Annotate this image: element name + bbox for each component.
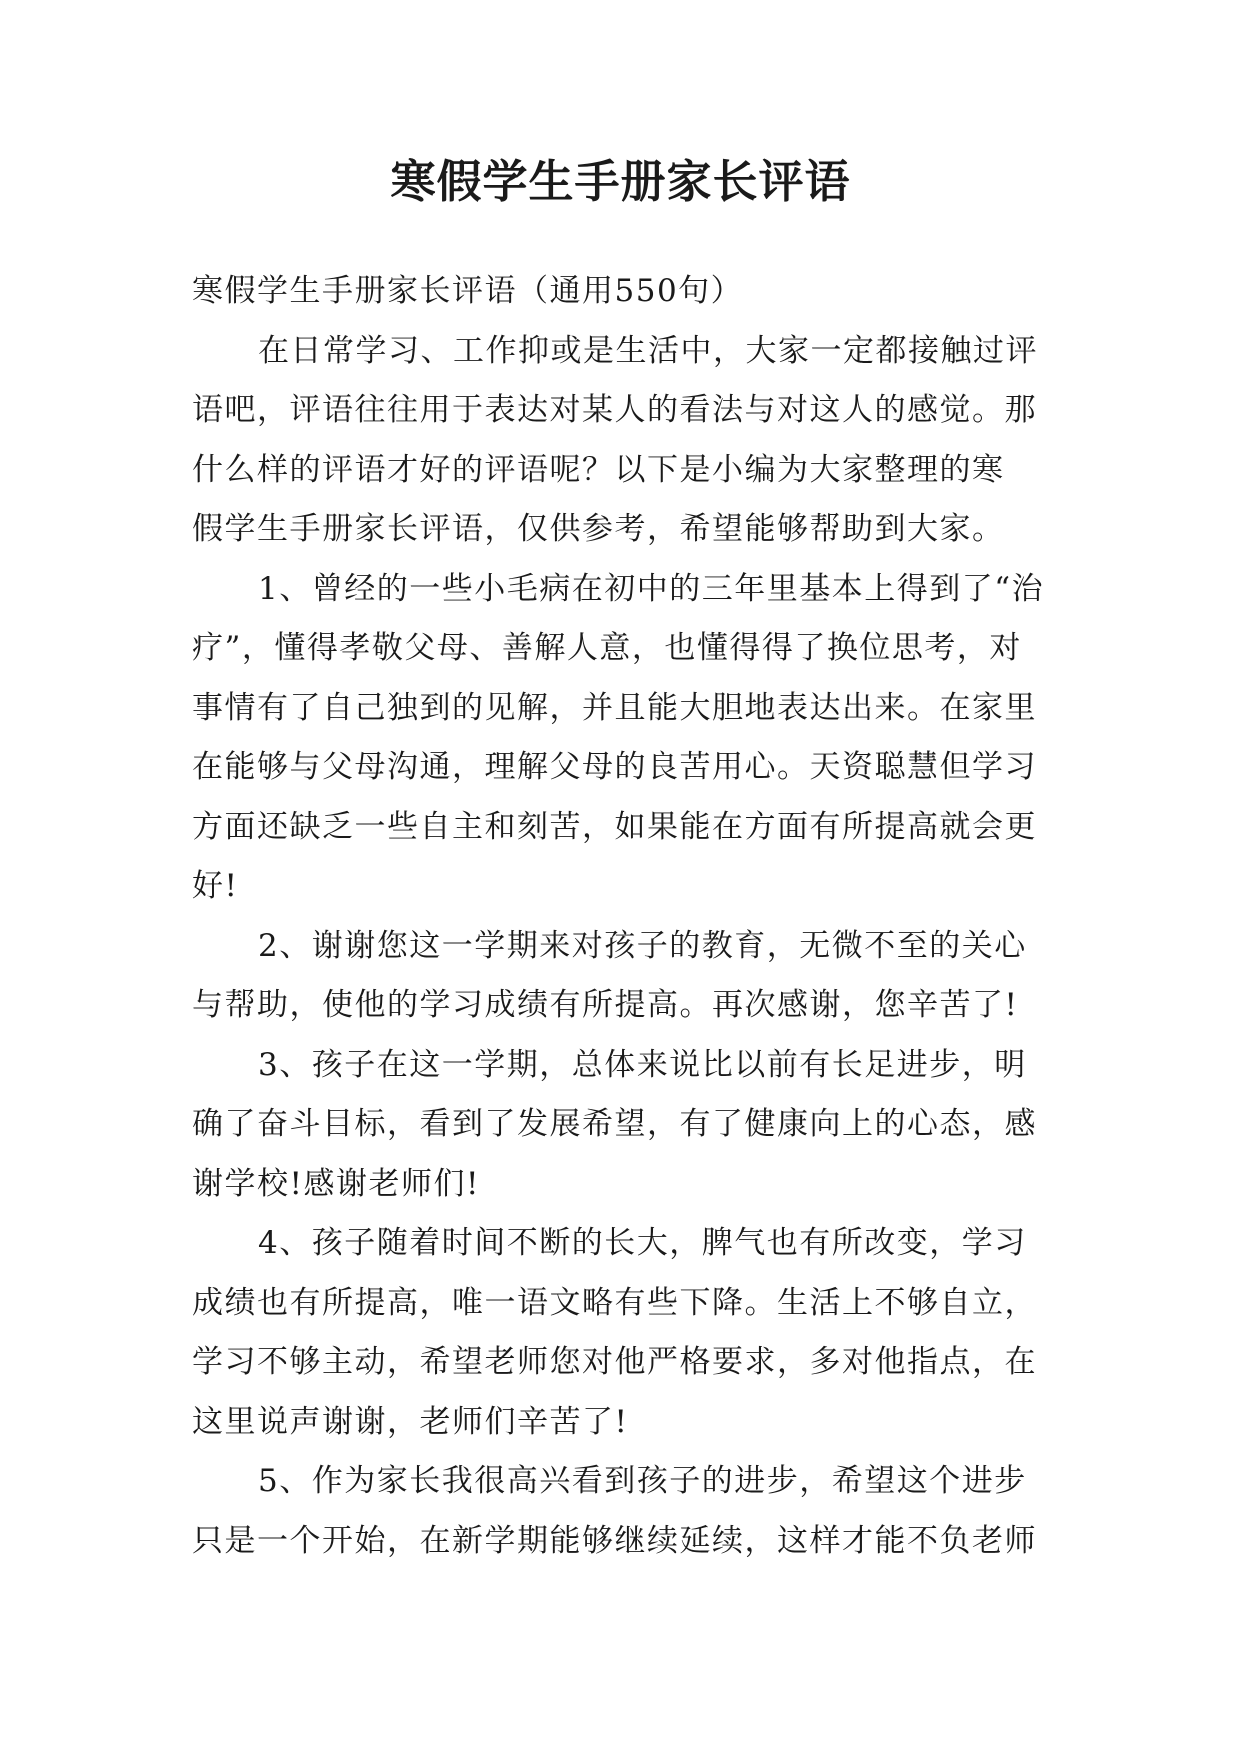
comment-4-line: 4、孩子随着时间不断的长大，脾气也有所改变，学习 — [258, 1225, 1027, 1261]
document-title: 寒假学生手册家长评语 — [390, 155, 851, 208]
comment-1-line: 方面还缺乏一些自主和刻苦，如果能在方面有所提高就会更 — [192, 808, 1037, 845]
comment-4-line: 学习不够主动，希望老师您对他严格要求，多对他指点，在 — [192, 1344, 1037, 1380]
document-body — [192, 262, 1052, 1571]
subtitle-line: 寒假学生手册家长评语（通用550句） — [192, 273, 744, 309]
comment-1-line: 好! — [192, 868, 239, 904]
comment-4-line: 这里说声谢谢，老师们辛苦了! — [192, 1403, 629, 1440]
comment-2-line: 与帮助，使他的学习成绩有所提高。再次感谢，您辛苦了! — [192, 987, 1019, 1023]
intro-line: 假学生手册家长评语，仅供参考，希望能够帮助到大家。 — [192, 511, 1005, 547]
comment-5-line: 只是一个开始，在新学期能够继续延续，这样才能不负老师 — [192, 1522, 1037, 1559]
comment-1-line: 在能够与父母沟通，理解父母的良苦用心。天资聪慧但学习 — [192, 749, 1037, 785]
comment-4-line: 成绩也有所提高，唯一语文略有些下降。生活上不够自立， — [192, 1284, 1037, 1321]
comment-5-line: 5、作为家长我很高兴看到孩子的进步，希望这个进步 — [258, 1463, 1027, 1499]
comment-2-line: 2、谢谢您这一学期来对孩子的教育，无微不至的关心 — [258, 927, 1027, 964]
intro-line: 在日常学习、工作抑或是生活中，大家一定都接触过评 — [258, 332, 1038, 369]
intro-line: 什么样的评语才好的评语呢？以下是小编为大家整理的寒 — [192, 451, 1005, 488]
comment-1-line: 疗”，懂得孝敬父母、善解人意，也懂得得了换位思考，对 — [192, 630, 1022, 666]
comment-3-line: 3、孩子在这一学期，总体来说比以前有长足进步，明 — [258, 1046, 1027, 1083]
comment-3-line: 谢学校!感谢老师们! — [192, 1165, 480, 1202]
intro-line: 语吧，评语往往用于表达对某人的看法与对这人的感觉。那 — [192, 392, 1037, 428]
comment-1-line: 1、曾经的一些小毛病在初中的三年里基本上得到了“治 — [258, 570, 1045, 607]
comment-3-line: 确了奋斗目标，看到了发展希望，有了健康向上的心态，感 — [192, 1106, 1037, 1142]
comment-1-line: 事情有了自己独到的见解，并且能大胆地表达出来。在家里 — [192, 689, 1037, 726]
